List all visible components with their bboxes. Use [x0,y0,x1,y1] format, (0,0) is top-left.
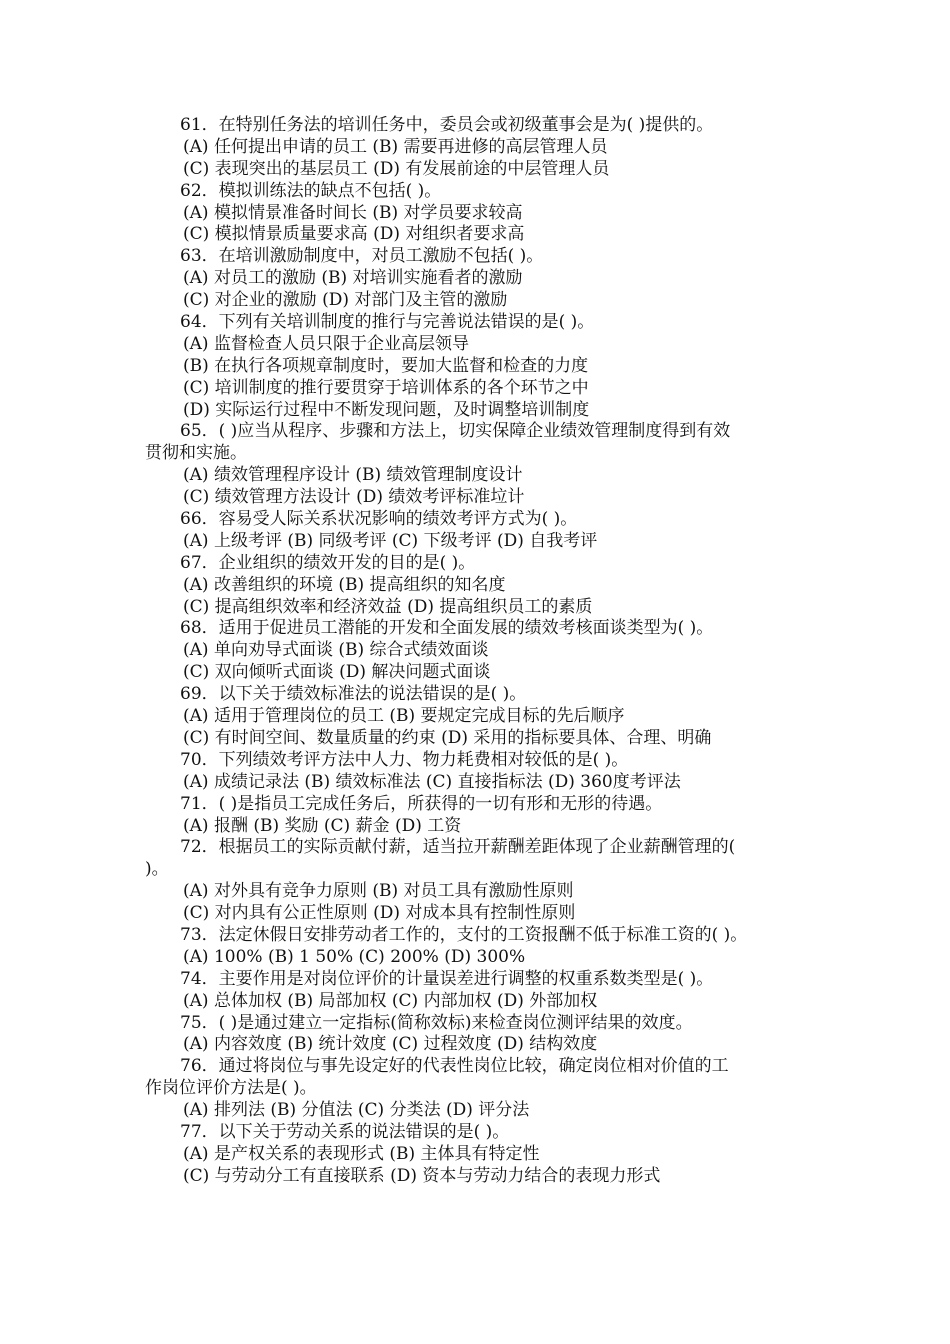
option-line: (A) 总体加权 (B) 局部加权 (C) 内部加权 (D) 外部加权 [183,990,598,1011]
option-line: (A) 绩效管理程序设计 (B) 绩效管理制度设计 [183,465,523,486]
option-line: (A) 报酬 (B) 奖励 (C) 薪金 (D) 工资 [183,815,462,836]
option-line: (C) 培训制度的推行要贯穿于培训体系的各个环节之中 [183,377,589,398]
question-line: 77．以下关于劳动关系的说法错误的是( )。 [180,1121,510,1142]
question-line: 64．下列有关培训制度的推行与完善说法错误的是( )。 [180,312,595,333]
option-line: (A) 排列法 (B) 分值法 (C) 分类法 (D) 评分法 [183,1100,530,1121]
continuation-line: )。 [145,859,169,880]
option-line: (C) 对内具有公正性原则 (D) 对成本具有控制性原则 [183,903,576,924]
option-line: (B) 在执行各项规章制度时，要加大监督和检查的力度 [183,355,589,376]
option-line: (C) 有时间空间、数量质量的约束 (D) 采用的指标要具体、合理、明确 [183,727,712,748]
question-line: 73．法定休假日安排劳动者工作的，支付的工资报酬不低于标准工资的( )。 [180,924,748,945]
option-line: (C) 与劳动分工有直接联系 (D) 资本与劳动力结合的表现力形式 [183,1165,661,1186]
option-line: (C) 绩效管理方法设计 (D) 绩效考评标准垃计 [183,487,525,508]
option-line: (A) 是产权关系的表现形式 (B) 主体具有特定性 [183,1143,540,1164]
option-line: (A) 改善组织的环境 (B) 提高组织的知名度 [183,574,506,595]
question-line: 71．( )是指员工完成任务后，所获得的一切有形和无形的待遇。 [180,793,663,814]
option-line: (A) 内容效度 (B) 统计效度 (C) 过程效度 (D) 结构效度 [183,1034,598,1055]
option-line: (A) 对员工的激励 (B) 对培训实施看者的激励 [183,268,523,289]
question-line: 62．模拟训练法的缺点不包括( )。 [180,180,442,201]
option-line: (A) 适用于管理岗位的员工 (B) 要规定完成目标的先后顺序 [183,706,625,727]
question-line: 66．容易受人际关系状况影响的绩效考评方式为( )。 [180,509,578,530]
continuation-line: 作岗位评价方法是( )。 [145,1078,317,1099]
question-line: 63．在培训激励制度中，对员工激励不包括( )。 [180,246,544,267]
option-line: (D) 实际运行过程中不断发现问题，及时调整培训制度 [183,399,590,420]
option-line: (C) 对企业的激励 (D) 对部门及主管的激励 [183,290,508,311]
question-line: 76．通过将岗位与事先设定好的代表性岗位比较，确定岗位相对价值的工 [180,1056,729,1077]
document-body [145,115,825,1188]
question-line: 65．( )应当从程序、步骤和方法上，切实保障企业绩效管理制度得到有效 [180,421,731,442]
option-line: (C) 提高组织效率和经济效益 (D) 提高组织员工的素质 [183,596,593,617]
question-line: 70．下列绩效考评方法中人力、物力耗费相对较低的是( )。 [180,749,629,770]
option-line: (A) 单向劝导式面谈 (B) 综合式绩效面谈 [183,640,489,661]
option-line: (A) 成绩记录法 (B) 绩效标准法 (C) 直接指标法 (D) 360度考评法 [183,771,681,792]
option-line: (C) 模拟情景质量要求高 (D) 对组织者要求高 [183,224,525,245]
option-line: (A) 监督检查人员只限于企业高层领导 [183,333,469,354]
question-line: 68．适用于促进员工潜能的开发和全面发展的绩效考核面谈类型为( )。 [180,618,714,639]
question-line: 72．根据员工的实际贡献付薪，适当拉开薪酬差距体现了企业薪酬管理的( [180,837,736,858]
option-line: (C) 表现突出的基层员工 (D) 有发展前途的中层管理人员 [183,158,610,179]
option-line: (A) 100% (B) 1 50% (C) 200% (D) 300% [183,946,526,967]
question-line: 67．企业组织的绩效开发的目的是( )。 [180,552,476,573]
question-line: 74．主要作用是对岗位评价的计量误差进行调整的权重系数类型是( )。 [180,968,714,989]
option-line: (C) 双向倾听式面谈 (D) 解决问题式面谈 [183,662,491,683]
option-line: (A) 模拟情景准备时间长 (B) 对学员要求较高 [183,202,523,223]
option-line: (A) 对外具有竞争力原则 (B) 对员工具有激励性原则 [183,881,574,902]
question-line: 75．( )是通过建立一定指标(简称效标)来检查岗位测评结果的效度。 [180,1012,693,1033]
continuation-line: 贯彻和实施。 [145,443,247,464]
question-line: 61．在特别任务法的培训任务中，委员会或初级董事会是为( )提供的。 [180,115,714,135]
option-line: (A) 上级考评 (B) 同级考评 (C) 下级考评 (D) 自我考评 [183,530,598,551]
question-line: 69．以下关于绩效标准法的说法错误的是( )。 [180,684,527,705]
option-line: (A) 任何提出申请的员工 (B) 需要再进修的高层管理人员 [183,136,608,157]
